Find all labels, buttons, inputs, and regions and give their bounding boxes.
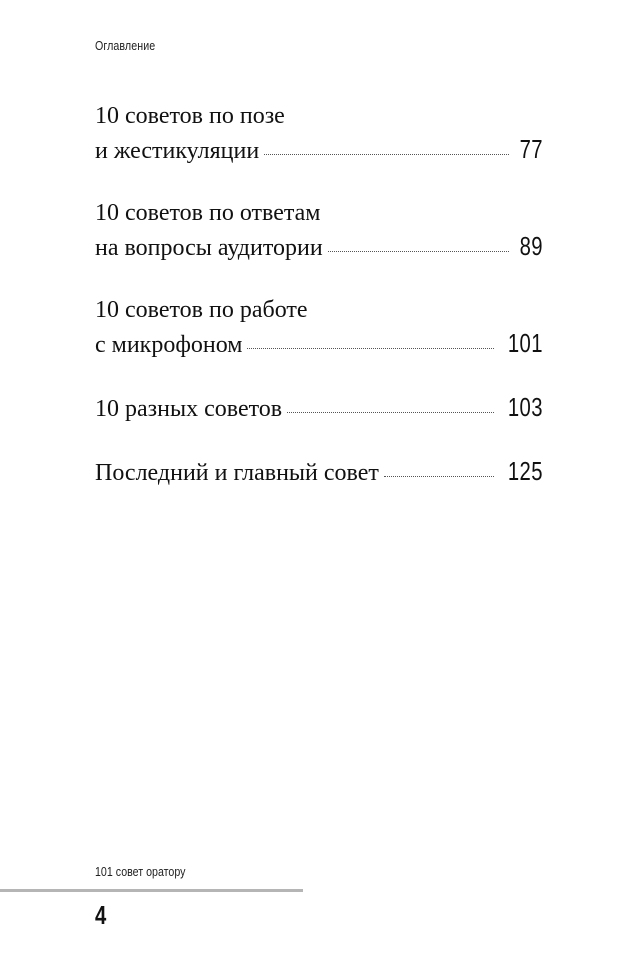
toc-page-number: 125 [507,456,543,486]
page-number: 4 [95,900,107,930]
toc-entry-title-line: 10 разных советов [95,396,283,422]
toc-entry-last-line [95,327,543,362]
toc-page-number: 101 [507,328,543,358]
toc-entry [95,100,543,168]
toc-entry [95,197,543,265]
toc-page-number: 89 [519,231,543,261]
dot-leader [247,348,494,349]
dot-leader [384,476,494,477]
toc-page-number: 77 [519,134,543,164]
toc-entry-title-line: на вопросы аудитории [95,235,323,261]
toc-entry [95,294,543,362]
dot-leader [264,154,509,155]
toc-entry-title-line: 10 советов по ответам [95,200,321,226]
running-head: Оглавление [95,38,156,53]
toc-entry-title-line: с микрофоном [95,332,243,358]
toc-entry-last-line [95,230,543,265]
footer-divider [0,889,303,892]
dot-leader [328,251,509,252]
toc-entry-last-line [95,455,543,490]
toc-entry [95,455,543,490]
toc-entry-title-line: 10 советов по работе [95,297,308,323]
toc-entry-title-line: 10 советов по позе [95,103,285,129]
toc-entry-last-line [95,133,543,168]
toc-entry [95,391,543,426]
table-of-contents [95,100,543,519]
toc-entry-last-line [95,391,543,426]
footer-book-title: 101 совет оратору [95,864,186,879]
toc-entry-title-line: Последний и главный совет [95,460,379,486]
toc-page-number: 103 [507,392,543,422]
toc-entry-title-line: и жестикуляции [95,138,260,164]
dot-leader [287,412,494,413]
